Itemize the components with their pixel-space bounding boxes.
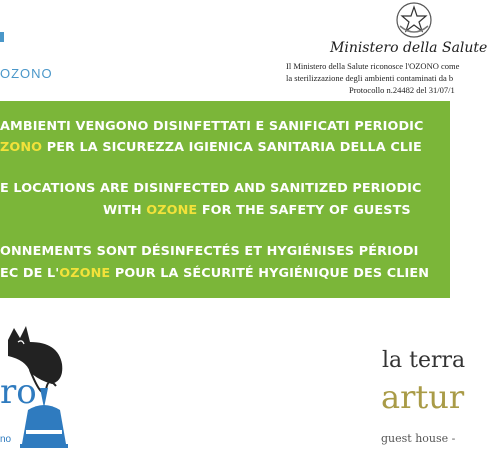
ozone-highlight: OZONE	[59, 266, 111, 281]
banner-text: FOR THE SAFETY OF GUESTS	[197, 203, 411, 218]
ozone-highlight: OZONE	[146, 203, 198, 218]
banner-text: WITH	[103, 203, 147, 218]
ministry-text-line: la sterilizzazione degli ambienti contaminati da b	[286, 73, 454, 83]
brand-name-line1: la terra	[382, 348, 466, 373]
banner-text: POUR LA SÉCURITÉ HYGIÉNIQUE DES CLIEN	[110, 266, 430, 281]
left-logo-text: ro	[0, 372, 37, 412]
left-logo-subtext: no	[0, 434, 12, 445]
banner-text: EC DE L'	[0, 266, 60, 281]
ministry-text-line: Il Ministero della Salute riconosce l'OZONO come	[286, 61, 460, 71]
italian-republic-emblem-icon	[394, 0, 434, 40]
brand-tagline: guest house -	[381, 432, 456, 445]
banner-line-english-1: E LOCATIONS ARE DISINFECTED AND SANITIZED PERIODIC	[0, 181, 422, 196]
ozone-highlight: ZONO	[0, 140, 43, 155]
banner-line-french-2	[0, 266, 429, 281]
banner-line-italian-1: AMBIENTI VENGONO DISINFETTATI E SANIFICATI PERIODIC	[0, 119, 424, 134]
ministry-title: Ministero della Salute	[330, 40, 487, 56]
logo-fragment	[0, 32, 4, 42]
ozono-label: OZONO	[0, 66, 53, 81]
banner-line-english-2	[103, 203, 411, 218]
banner-line-italian-2	[0, 140, 422, 155]
ministry-protocol-line: Protocollo n.24482 del 31/07/1	[349, 85, 455, 95]
banner-text: PER LA SICUREZZA IGIENICA SANITARIA DELLA CLIE	[42, 140, 422, 155]
banner-line-french-1: ONNEMENTS SONT DÉSINFECTÉS ET HYGIÉNISES PÉRIODI	[0, 244, 419, 259]
brand-name-line2: artur	[381, 378, 465, 416]
sanitization-banner	[0, 101, 450, 298]
